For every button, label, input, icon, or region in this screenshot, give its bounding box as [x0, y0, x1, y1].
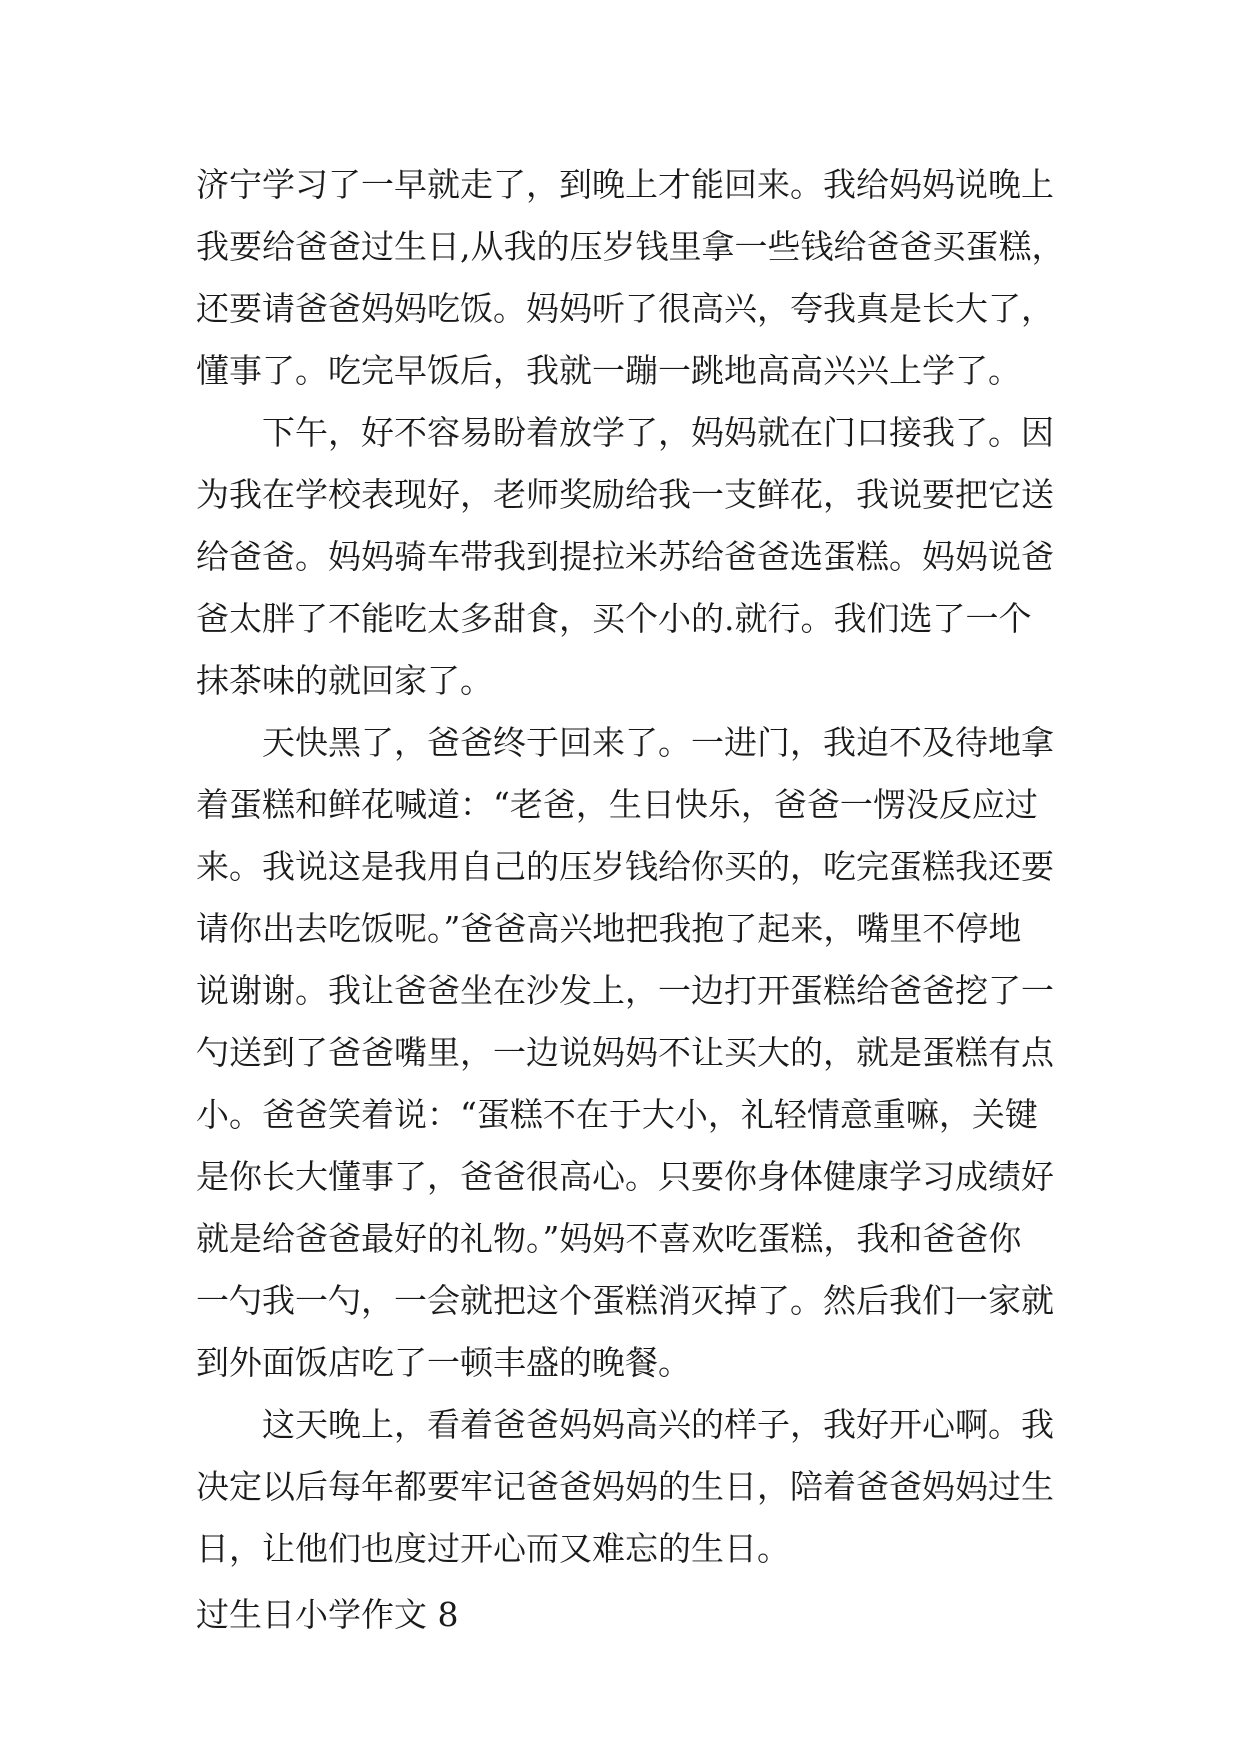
text-line: 是你长大懂事了，爸爸很高心。只要你身体健康学习成绩好	[196, 1157, 1054, 1196]
text-line: 小。爸爸笑着说：“蛋糕不在于大小，礼轻情意重嘛，关键	[196, 1095, 1038, 1134]
section-heading: 过生日小学作文 8	[196, 1595, 459, 1634]
paragraph-first-line: 下午，好不容易盼着放学了，妈妈就在门口接我了。因	[262, 413, 1054, 452]
text-line: 给爸爸。妈妈骑车带我到提拉米苏给爸爸选蛋糕。妈妈说爸	[196, 537, 1054, 576]
text-line: 济宁学习了一早就走了，到晚上才能回来。我给妈妈说晚上	[196, 165, 1054, 204]
text-line: 请你出去吃饭呢。”爸爸高兴地把我抱了起来，嘴里不停地	[196, 909, 1022, 948]
text-line: 说谢谢。我让爸爸坐在沙发上，一边打开蛋糕给爸爸挖了一	[196, 971, 1054, 1010]
text-line: 爸太胖了不能吃太多甜食，买个小的.就行。我们选了一个	[196, 599, 1032, 638]
paragraph-first-line: 天快黑了，爸爸终于回来了。一进门，我迫不及待地拿	[262, 723, 1054, 762]
text-line: 来。我说这是我用自己的压岁钱给你买的，吃完蛋糕我还要	[196, 847, 1054, 886]
text-line: 还要请爸爸妈妈吃饭。妈妈听了很高兴，夸我真是长大了，	[196, 289, 1054, 328]
text-line: 一勺我一勺，一会就把这个蛋糕消灭掉了。然后我们一家就	[196, 1281, 1054, 1320]
text-line: 日，让他们也度过开心而又难忘的生日。	[196, 1529, 790, 1568]
text-line: 为我在学校表现好，老师奖励给我一支鲜花，我说要把它送	[196, 475, 1054, 514]
essay-body	[196, 154, 1096, 1646]
paragraph-first-line: 这天晚上，看着爸爸妈妈高兴的样子，我好开心啊。我	[262, 1405, 1054, 1444]
text-line: 我要给爸爸过生日,从我的压岁钱里拿一些钱给爸爸买蛋糕，	[196, 227, 1065, 266]
text-line: 就是给爸爸最好的礼物。”妈妈不喜欢吃蛋糕，我和爸爸你	[196, 1219, 1022, 1258]
text-line: 到外面饭店吃了一顿丰盛的晚餐。	[196, 1343, 691, 1382]
text-line: 着蛋糕和鲜花喊道：“老爸，生日快乐，爸爸一愣没反应过	[196, 785, 1038, 824]
text-line: 抹茶味的就回家了。	[196, 661, 493, 700]
text-line: 决定以后每年都要牢记爸爸妈妈的生日，陪着爸爸妈妈过生	[196, 1467, 1054, 1506]
text-line: 勺送到了爸爸嘴里，一边说妈妈不让买大的，就是蛋糕有点	[196, 1033, 1054, 1072]
text-line: 懂事了。吃完早饭后，我就一蹦一跳地高高兴兴上学了。	[196, 351, 1021, 390]
